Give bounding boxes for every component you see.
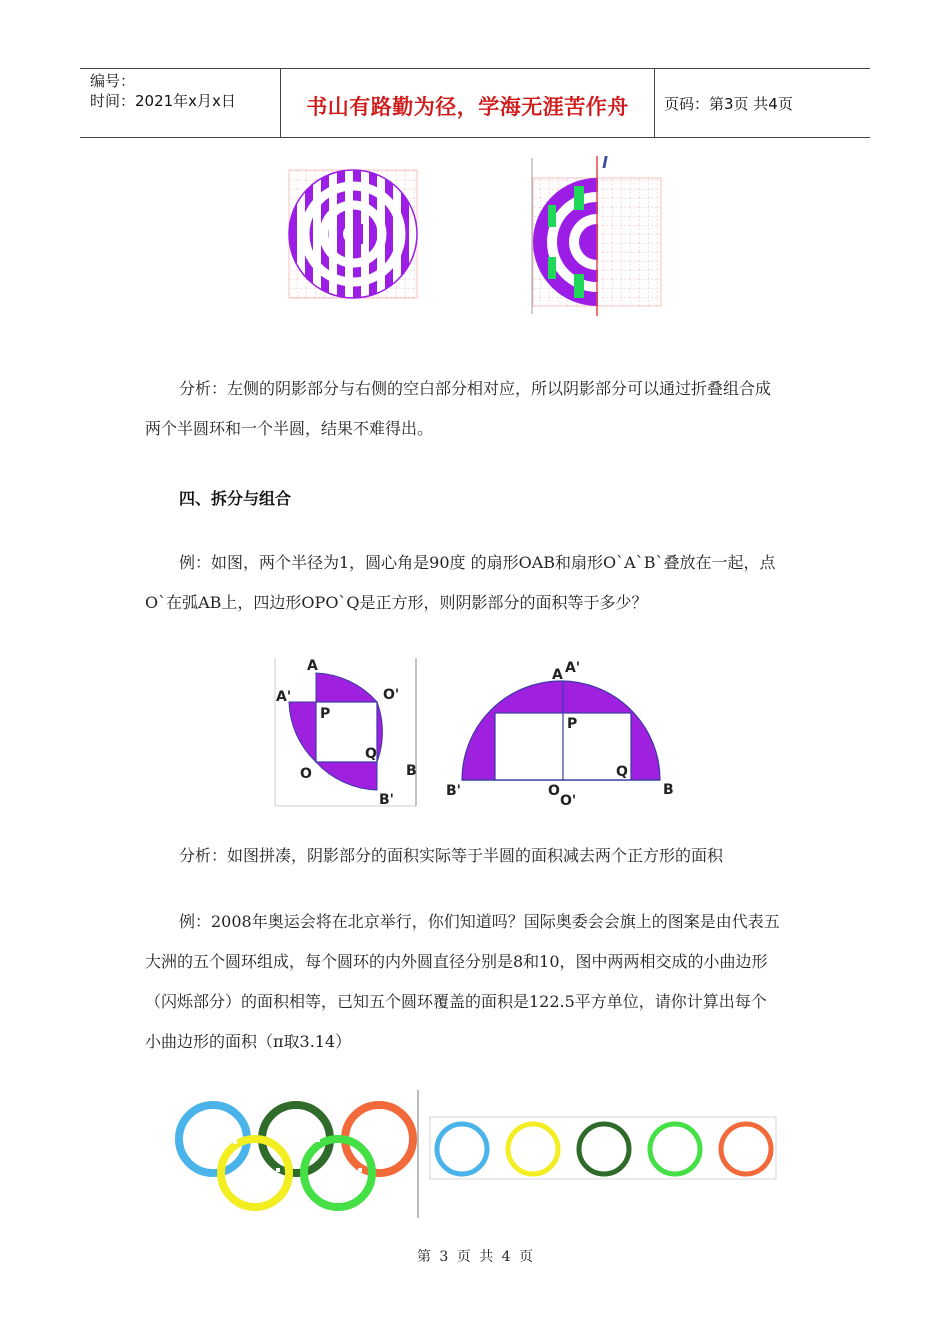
olympic-rings-separated — [430, 1117, 776, 1179]
example-line: 例：2008年奥运会将在北京举行，你们知道吗？国际奥委会会旗上的图案是由代表五 — [179, 912, 780, 931]
analysis-line: 分析：如图拼凑，阴影部分的面积实际等于半圆的面积减去两个正方形的面积 — [179, 846, 724, 865]
label-O: O — [300, 766, 312, 782]
olympic-rings-interlocked — [179, 1105, 413, 1207]
label-A-prime: A' — [565, 660, 581, 676]
label-B-prime: B' — [446, 783, 461, 799]
header-date-label: 时间：2021年x月x日 — [90, 92, 236, 110]
right-half-ring-figure — [532, 153, 661, 316]
example-paragraph-2 — [145, 902, 810, 1062]
left-sectors-figure — [275, 658, 417, 808]
analysis-line: 两个半圆环和一个半圆，结果不难得出。 — [145, 419, 434, 438]
example-line: O`在弧AB上，四边形OPO`Q是正方形，则阴影部分的面积等于多少？ — [145, 593, 648, 612]
analysis-line: 分析：左侧的阴影部分与右侧的空白部分相对应，所以阴影部分可以通过折叠组合成 — [179, 379, 772, 398]
example-line: 小曲边形的面积（π取3.14） — [145, 1032, 352, 1051]
left-ring-figure — [289, 170, 417, 298]
label-A: A — [307, 658, 318, 674]
analysis-paragraph-1 — [145, 369, 810, 449]
figure-olympic-rings — [0, 1085, 950, 1225]
line-label-l: l — [602, 153, 608, 172]
section-heading: 四、拆分与组合 — [179, 489, 292, 508]
analysis-paragraph-2 — [145, 836, 810, 876]
page-header — [80, 68, 870, 138]
header-page-info: 页码：第3页 共4页 — [664, 95, 793, 113]
header-divider — [654, 69, 655, 137]
label-Q: Q — [365, 746, 377, 762]
header-number-label: 编号： — [90, 72, 136, 90]
example-line: （闪烁部分）的面积相等，已知五个圆环覆盖的面积是122.5平方单位，请你计算出每个 — [145, 992, 767, 1011]
label-Q: Q — [616, 764, 628, 780]
page-footer: 第 3 页 共 4 页 — [416, 1249, 534, 1265]
label-P: P — [320, 706, 331, 722]
label-B: B — [663, 782, 674, 798]
label-O-prime: O' — [560, 793, 577, 809]
label-O: O — [548, 783, 560, 799]
figure-concentric-rings — [0, 150, 950, 350]
example-line: 例：如图，两个半径为1，圆心角是90度 的扇形OAB和扇形O`A`B`叠放在一起，点 — [179, 553, 776, 572]
right-semicircle-figure — [446, 660, 674, 809]
figure-sectors — [0, 650, 950, 810]
label-P: P — [567, 716, 578, 732]
header-motto: 书山有路勤为径，学海无涯苦作舟 — [306, 95, 629, 119]
example-paragraph-1 — [145, 543, 810, 623]
label-O-prime: O' — [383, 687, 400, 703]
label-B: B — [406, 763, 417, 779]
label-B-prime: B' — [379, 792, 394, 808]
example-line: 大洲的五个圆环组成，每个圆环的内外圆直径分别是8和10，图中两两相交成的小曲边形 — [145, 952, 768, 971]
label-A: A — [552, 667, 563, 683]
header-meta — [90, 71, 236, 111]
label-A-prime: A' — [276, 689, 292, 705]
